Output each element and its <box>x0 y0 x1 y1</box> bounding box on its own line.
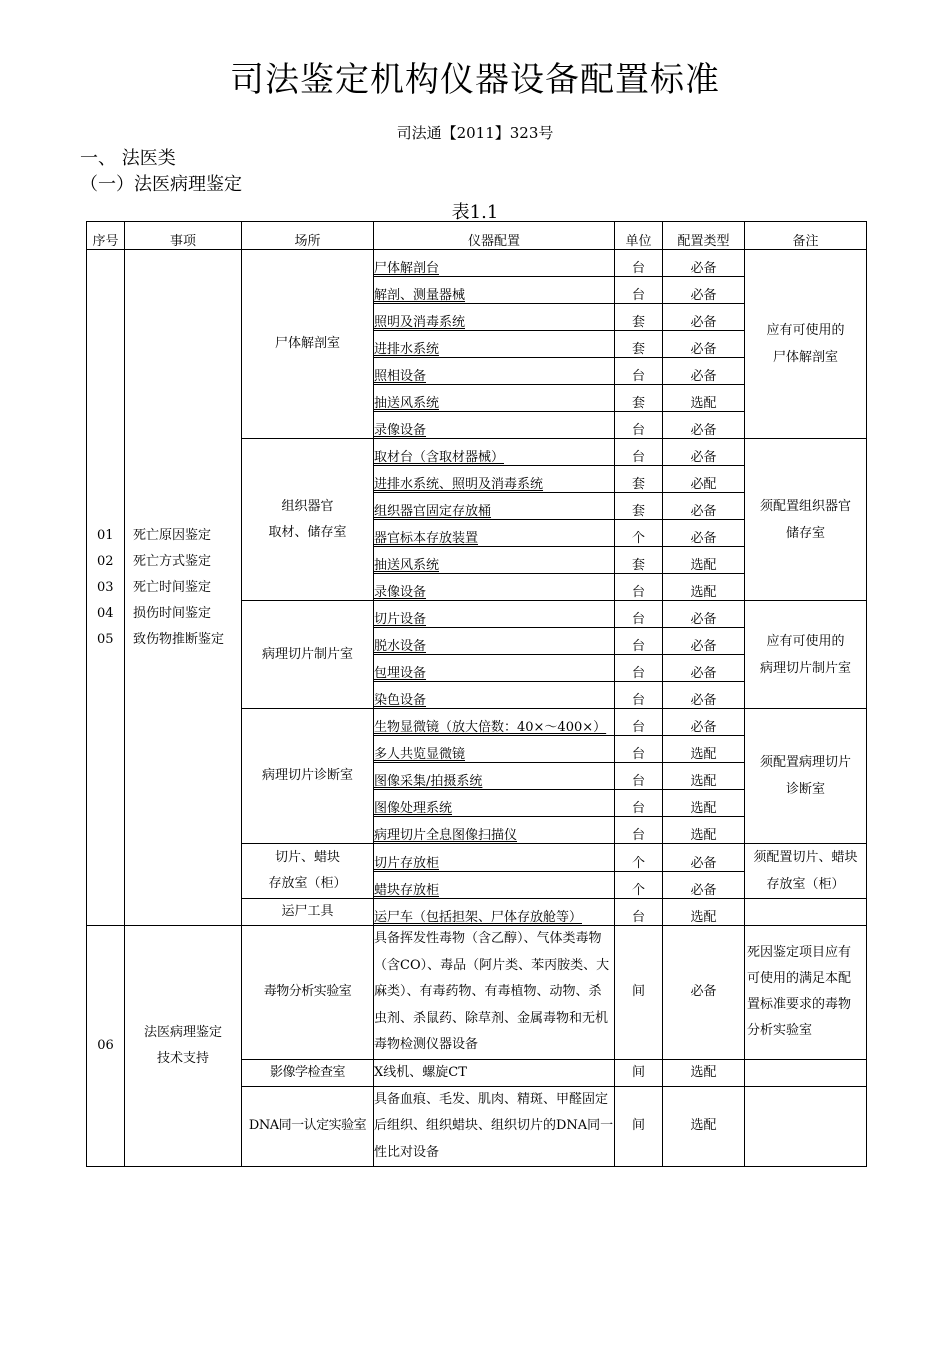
instrument-cell: X线机、螺旋CT <box>374 1059 615 1086</box>
config-type-cell: 选配 <box>663 899 745 926</box>
remark-cell <box>745 439 867 601</box>
place-cell <box>242 601 374 709</box>
unit-cell: 台 <box>615 709 663 736</box>
instrument-cell: 进排水系统、照明及消毒系统 <box>374 466 615 493</box>
header-row <box>87 222 867 250</box>
remark-cell <box>745 601 867 709</box>
unit-cell: 套 <box>615 304 663 331</box>
unit-cell: 间 <box>615 1086 663 1167</box>
instrument-cell: 包埋设备 <box>374 655 615 682</box>
remark-line: 置标准要求的毒物 <box>747 997 852 1013</box>
config-type-cell: 必备 <box>663 871 745 899</box>
unit-cell: 个 <box>615 520 663 547</box>
unit-cell: 台 <box>615 790 663 817</box>
place-cell <box>242 439 374 601</box>
place-name: 病理切片制片室 <box>261 646 353 662</box>
instrument-cell: 脱水设备 <box>374 628 615 655</box>
instrument-cell: 病理切片全息图像扫描仪 <box>374 817 615 844</box>
place-name: 运尸工具 <box>281 904 334 919</box>
instrument-cell: 照相设备 <box>374 358 615 385</box>
place-cell: 毒物分析实验室 <box>242 926 374 1060</box>
instrument-cell: 抽送风系统 <box>374 385 615 412</box>
remark-cell <box>745 899 867 926</box>
unit-cell: 台 <box>615 736 663 763</box>
place-name: 取材、储存室 <box>268 524 347 540</box>
remark-cell <box>745 709 867 844</box>
remark-line: 病理切片制片室 <box>759 660 851 676</box>
config-type-cell: 必配 <box>663 466 745 493</box>
unit-cell: 台 <box>615 574 663 601</box>
table-body <box>87 250 867 1167</box>
unit-cell: 间 <box>615 926 663 1060</box>
unit-cell: 台 <box>615 250 663 277</box>
place-name: 组织器官 <box>281 498 334 514</box>
instrument-cell: 生物显微镜（放大倍数：40×～400×） <box>374 709 615 736</box>
remark-line: 诊断室 <box>785 782 825 797</box>
section-heading: 一、 法医类 <box>80 148 176 169</box>
unit-cell: 台 <box>615 817 663 844</box>
remark-line: 储存室 <box>785 525 825 541</box>
config-type-cell: 选配 <box>663 547 745 574</box>
config-type-cell: 必备 <box>663 304 745 331</box>
remark-line: 尸体解剖室 <box>772 350 838 365</box>
config-type-cell: 必备 <box>663 412 745 439</box>
remark-line: 可使用的满足本配 <box>747 971 852 987</box>
place-name: 存放室（柜） <box>268 876 347 891</box>
subsection-heading: （一）法医病理鉴定 <box>80 174 242 195</box>
config-type-cell: 必备 <box>663 520 745 547</box>
instrument-cell: 取材台（含取材器械） <box>374 439 615 466</box>
config-type-cell: 选配 <box>663 790 745 817</box>
instrument-cell: 具备挥发性毒物（含乙醇）、气体类毒物（含CO）、毒品（阿片类、苯丙胺类、大麻类）、有毒药物、有毒植物、动物、杀虫剂、杀鼠药、除草剂、金属毒物和无机毒物检测仪器设备 <box>374 926 615 1060</box>
remark-line: 须配置切片、蜡块 <box>753 850 858 865</box>
config-type-cell: 选配 <box>663 385 745 412</box>
instrument-cell: 染色设备 <box>374 682 615 709</box>
appraisal-item: 死亡方式鉴定 <box>133 553 212 569</box>
equipment-table <box>86 221 867 1167</box>
table-row <box>87 926 867 1060</box>
config-type-cell: 选配 <box>663 1059 745 1086</box>
serial-number: 04 <box>97 605 114 621</box>
header-cell: 序号 <box>87 222 125 250</box>
header-cell: 仪器配置 <box>374 222 615 250</box>
remark-cell <box>745 1059 867 1086</box>
unit-cell: 台 <box>615 277 663 304</box>
config-type-cell: 必备 <box>663 682 745 709</box>
header-cell: 配置类型 <box>663 222 745 250</box>
config-type-cell: 选配 <box>663 574 745 601</box>
config-type-cell: 选配 <box>663 1086 745 1167</box>
instrument-cell: 图像处理系统 <box>374 790 615 817</box>
unit-cell: 个 <box>615 844 663 872</box>
config-type-cell: 必备 <box>663 601 745 628</box>
config-type-cell: 必备 <box>663 628 745 655</box>
instrument-cell: 具备血痕、毛发、肌肉、精斑、甲醛固定后组织、组织蜡块、组织切片的DNA同一性比对设备 <box>374 1086 615 1167</box>
instrument-cell: 器官标本存放装置 <box>374 520 615 547</box>
unit-cell: 套 <box>615 331 663 358</box>
unit-cell: 台 <box>615 628 663 655</box>
serial-numbers-cell <box>87 250 125 926</box>
config-type-cell: 选配 <box>663 817 745 844</box>
instrument-cell: 多人共览显微镜 <box>374 736 615 763</box>
unit-cell: 套 <box>615 466 663 493</box>
appraisal-item: 死亡原因鉴定 <box>133 527 212 543</box>
remark-line: 应有可使用的 <box>766 633 845 649</box>
serial-number: 01 <box>97 527 114 543</box>
appraisal-items-cell <box>125 250 242 926</box>
instrument-cell: 录像设备 <box>374 574 615 601</box>
unit-cell: 台 <box>615 412 663 439</box>
page-title: 司法鉴定机构仪器设备配置标准 <box>230 60 720 100</box>
appraisal-items-cell <box>125 926 242 1167</box>
place-cell: DNA同一认定实验室 <box>242 1086 374 1167</box>
header-cell: 备注 <box>745 222 867 250</box>
header-cell: 场所 <box>242 222 374 250</box>
instrument-cell: 运尸车（包括担架、尸体存放舱等） <box>374 899 615 926</box>
config-type-cell: 必备 <box>663 655 745 682</box>
remark-cell <box>745 844 867 899</box>
instrument-cell: 照明及消毒系统 <box>374 304 615 331</box>
config-type-cell: 必备 <box>663 926 745 1060</box>
appraisal-item: 死亡时间鉴定 <box>133 579 212 595</box>
unit-cell: 台 <box>615 358 663 385</box>
instrument-cell: 图像采集/拍摄系统 <box>374 763 615 790</box>
remark-line: 存放室（柜） <box>766 877 845 892</box>
unit-cell: 台 <box>615 655 663 682</box>
config-type-cell: 必备 <box>663 844 745 872</box>
unit-cell: 个 <box>615 871 663 899</box>
table-caption: 表1.1 <box>451 202 499 223</box>
place-cell <box>242 844 374 899</box>
serial-number: 05 <box>97 631 114 647</box>
unit-cell: 台 <box>615 601 663 628</box>
config-type-cell: 必备 <box>663 277 745 304</box>
place-name: 尸体解剖室 <box>274 336 340 351</box>
instrument-cell: 切片存放柜 <box>374 844 615 872</box>
remark-line: 须配置病理切片 <box>759 755 851 770</box>
remark-cell <box>745 250 867 439</box>
instrument-cell: 组织器官固定存放桶 <box>374 493 615 520</box>
config-type-cell: 选配 <box>663 763 745 790</box>
unit-cell: 台 <box>615 682 663 709</box>
place-cell <box>242 899 374 926</box>
instrument-cell: 蜡块存放柜 <box>374 871 615 899</box>
place-cell <box>242 250 374 439</box>
instrument-cell: 抽送风系统 <box>374 547 615 574</box>
appraisal-item: 法医病理鉴定 <box>143 1025 222 1040</box>
instrument-cell: 进排水系统 <box>374 331 615 358</box>
config-type-cell: 必备 <box>663 331 745 358</box>
header-cell: 事项 <box>125 222 242 250</box>
unit-cell: 台 <box>615 763 663 790</box>
config-type-cell: 必备 <box>663 709 745 736</box>
remark-line: 应有可使用的 <box>766 323 845 338</box>
unit-cell: 套 <box>615 385 663 412</box>
serial-number: 02 <box>97 553 114 569</box>
place-cell: 影像学检查室 <box>242 1059 374 1086</box>
unit-cell: 台 <box>615 439 663 466</box>
instrument-cell: 解剖、测量器械 <box>374 277 615 304</box>
remark-cell <box>745 1086 867 1167</box>
serial-number: 03 <box>97 579 114 595</box>
config-type-cell: 必备 <box>663 493 745 520</box>
instrument-cell: 录像设备 <box>374 412 615 439</box>
appraisal-item: 技术支持 <box>156 1051 209 1066</box>
table-row <box>87 250 867 277</box>
appraisal-item: 损伤时间鉴定 <box>133 605 212 621</box>
place-name: 切片、蜡块 <box>274 850 340 865</box>
config-type-cell: 必备 <box>663 358 745 385</box>
instrument-cell: 尸体解剖台 <box>374 250 615 277</box>
config-type-cell: 选配 <box>663 736 745 763</box>
remark-cell <box>745 926 867 1060</box>
instrument-cell: 切片设备 <box>374 601 615 628</box>
serial-number: 06 <box>87 926 125 1167</box>
config-type-cell: 必备 <box>663 250 745 277</box>
remark-line: 分析实验室 <box>747 1023 813 1039</box>
remark-line: 须配置组织器官 <box>759 498 851 514</box>
appraisal-item: 致伤物推断鉴定 <box>133 631 225 647</box>
place-cell <box>242 709 374 844</box>
config-type-cell: 必备 <box>663 439 745 466</box>
header-cell: 单位 <box>615 222 663 250</box>
unit-cell: 套 <box>615 547 663 574</box>
place-name: 病理切片诊断室 <box>261 768 353 783</box>
unit-cell: 台 <box>615 899 663 926</box>
remark-line: 死因鉴定项目应有 <box>747 945 852 961</box>
unit-cell: 间 <box>615 1059 663 1086</box>
unit-cell: 套 <box>615 493 663 520</box>
document-number: 司法通【2011】323号 <box>396 124 554 142</box>
